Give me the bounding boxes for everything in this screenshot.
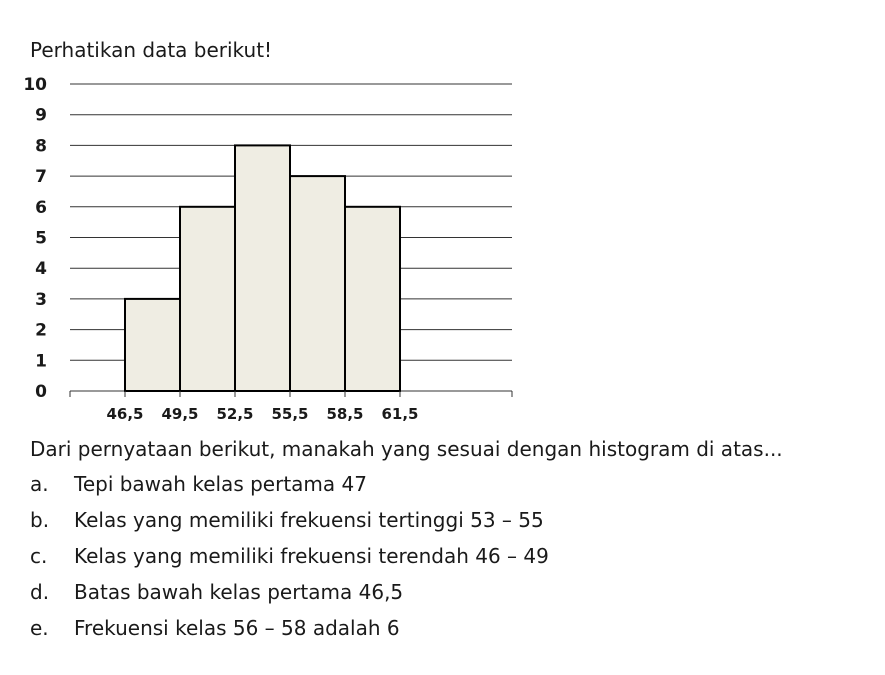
option-a-text: Tepi bawah kelas pertama 47 <box>74 472 367 496</box>
x-tick-label-1: 49,5 <box>161 405 199 423</box>
y-tick-label-7: 7 <box>35 167 47 188</box>
y-tick-label-9: 9 <box>35 105 47 126</box>
option-d-text: Batas bawah kelas pertama 46,5 <box>74 580 404 604</box>
x-tick-label-0: 46,5 <box>106 405 144 423</box>
y-tick-label-5: 5 <box>35 228 47 249</box>
option-d-letter: d. <box>30 580 50 604</box>
option-c-letter: c. <box>30 544 48 568</box>
y-tick-label-0: 0 <box>35 382 47 402</box>
y-tick-label-2: 2 <box>35 320 47 341</box>
x-tick-label-3: 55,5 <box>271 405 309 423</box>
y-tick-label-1: 1 <box>35 351 47 372</box>
option-e-text: Frekuensi kelas 56 – 58 adalah 6 <box>74 616 400 640</box>
option-c-text: Kelas yang memiliki frekuensi terendah 46 – 49 <box>74 544 549 568</box>
option-a-letter: a. <box>30 472 49 496</box>
histogram-bar-4 <box>290 176 345 391</box>
option-e-letter: e. <box>30 616 49 640</box>
y-tick-label-3: 3 <box>35 289 47 310</box>
x-tick-label-5: 61,5 <box>381 405 419 423</box>
y-tick-label-8: 8 <box>35 136 47 157</box>
intro-text: Perhatikan data berikut! <box>30 38 273 62</box>
y-tick-label-4: 4 <box>35 259 47 280</box>
y-tick-label-6: 6 <box>35 197 47 218</box>
histogram-bar-2 <box>180 207 235 391</box>
histogram-bar-5 <box>345 207 400 391</box>
y-tick-label-10: 10 <box>23 75 47 95</box>
option-b-letter: b. <box>30 508 50 532</box>
histogram-bar-3 <box>235 145 290 391</box>
histogram-bar-1 <box>125 299 180 391</box>
x-tick-label-2: 52,5 <box>216 405 254 423</box>
option-b-text: Kelas yang memiliki frekuensi tertinggi 53 – 55 <box>74 508 544 532</box>
question-text: Dari pernyataan berikut, manakah yang sesuai dengan histogram di atas... <box>30 437 783 461</box>
x-tick-label-4: 58,5 <box>326 405 364 423</box>
